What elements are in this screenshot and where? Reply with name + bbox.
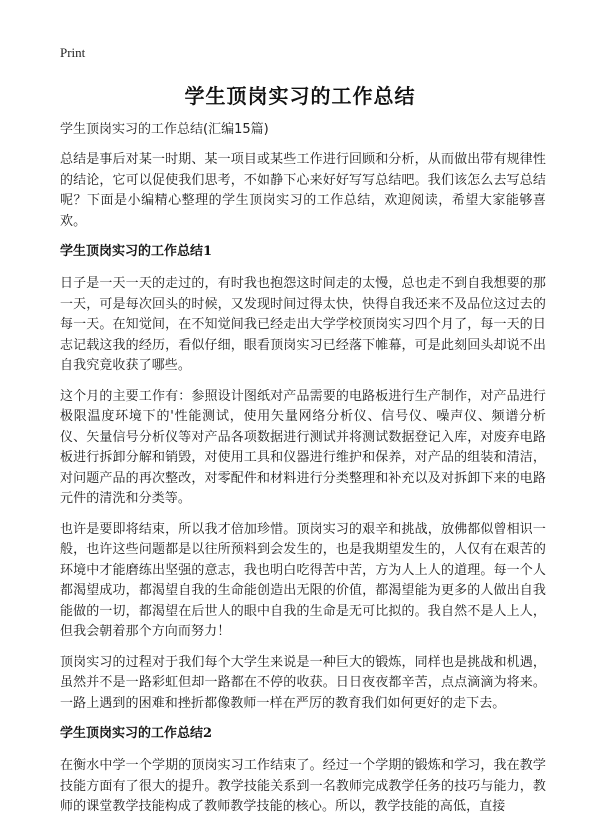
- section-paragraph: 这个月的主要工作有：参照设计图纸对产品需要的电路板进行生产制作，对产品进行极限温度环境下的'性能测试，使用矢量网络分析仪、信号仪、噪声仪、频谱分析仪、矢量信号分析仪等对产品各项数据进行测试并将测试数据登记入库，对废弃电路板进行拆卸分解和销毁，对使用工具和仪器进行维护和保养，对产品的组装和清洁，对问题产品的再次整改，对零配件和材料进行分类整理和补充以及对拆卸下来的电路元件的清洗和分类等。: [60, 388, 546, 506]
- page-title: 学生顶岗实习的工作总结: [184, 84, 416, 108]
- section-paragraph: 在衡水中学一个学期的顶岗实习工作结束了。经过一个学期的锻炼和学习，我在教学技能方面有了很大的提升。教学技能关系到一名教师完成教学任务的技巧与能力，教师的课堂教学技能构成了教师教学技能的核心。所以，教学技能的高低，直接: [60, 758, 546, 814]
- section-paragraph: 也许是要即将结束，所以我才倍加珍惜。顶岗实习的艰辛和挑战，放佛都似曾相识一般，也许这些问题都是以往所预料到会发生的，也是我期望发生的，人仅有在艰苦的环境中才能磨练出坚强的意志，我也明白吃得苦中苦，方为人上人的道理。每一个人都渴望成功，都渴望自我的生命能创造出无限的价值，都渴望能为更多的人做出自我能做的一切，都渴望在后世人的眼中自我的生命是无可比拟的。我自然不是人上人，但我会朝着那个方向而努力！: [60, 521, 546, 639]
- section-heading: 学生顶岗实习的工作总结1: [60, 244, 213, 259]
- document-subtitle: 学生顶岗实习的工作总结(汇编15篇): [60, 122, 269, 137]
- section-paragraph: 顶岗实习的过程对于我们每个大学生来说是一种巨大的锻炼，同样也是挑战和机遇，虽然并不是一路彩虹但却一路都在不停的收获。日日夜夜都辛苦，点点滴滴为将来。一路上遇到的困难和挫折都像教师一样在严厉的教育我们如何更好的走下去。: [60, 654, 546, 711]
- print-link[interactable]: Print: [60, 45, 86, 60]
- intro-paragraph: 总结是事后对某一时期、某一项目或某些工作进行回顾和分析，从而做出带有规律性的结论，它可以促使我们思考，不如静下心来好好写写总结吧。我们该怎么去写总结呢？下面是小编精心整理的学生顶岗实习的工作总结，欢迎阅读，希望大家能够喜欢。: [60, 152, 546, 229]
- document-body: [60, 120, 546, 828]
- section-paragraph: 日子是一天一天的走过的，有时我也抱怨这时间走的太慢，总也走不到自我想要的那一天，可是每次回头的时候，又发现时间过得太快，快得自我还来不及品位这过去的每一天。在知觉间，在不知觉间我已经走出大学学校顶岗实习四个月了，每一天的日志记载这我的经历，看似仔细，眼看顶岗实习已经落下帷幕，可是此刻回头却说不出自我究竟收获了哪些。: [60, 276, 546, 373]
- section-heading: 学生顶岗实习的工作总结2: [60, 726, 213, 741]
